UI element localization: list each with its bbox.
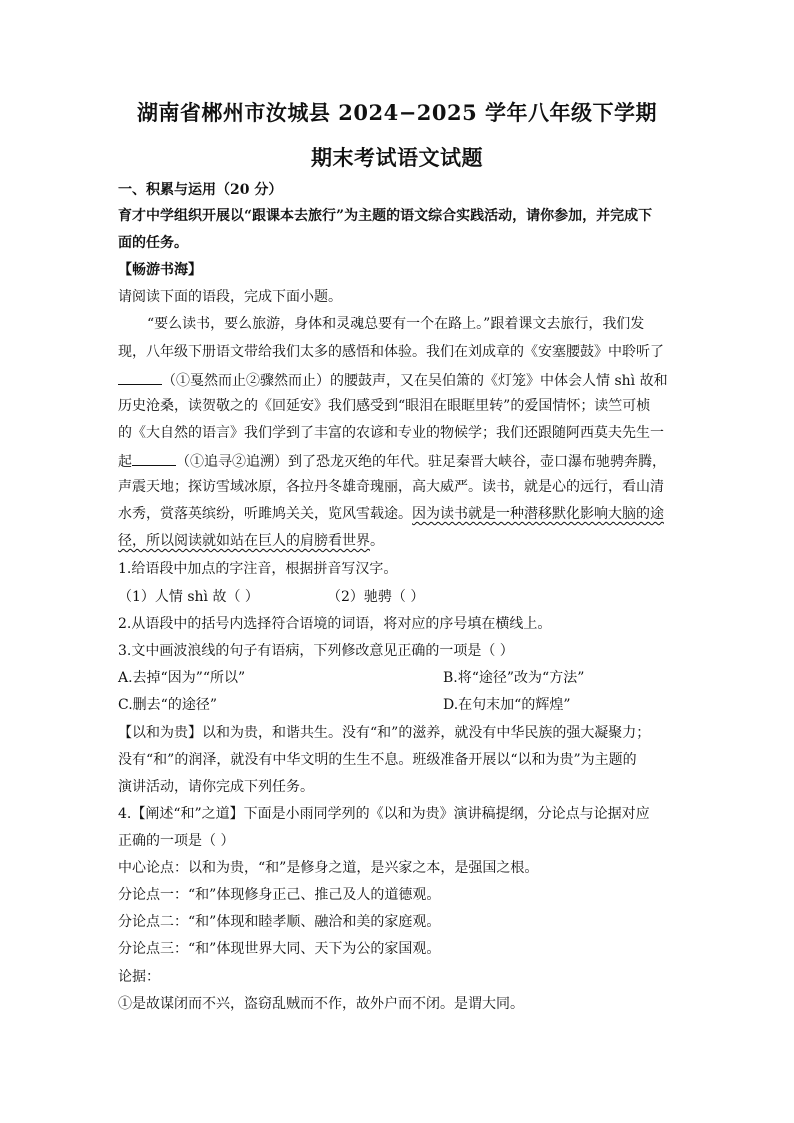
passage-line: （①戛然而止②骤然而止）的腰鼓声，又在吴伯箫的《灯笼》中体会人情 shì 故和: [118, 370, 668, 390]
passage-line: 水秀，赏落英缤纷，听雎鸠关关，览风雪载途。因为读书就是一种潜移默化影响大脑的途: [118, 506, 664, 522]
question-2: 2.从语段中的括号内选择符合语境的词语，将对应的序号填在横线上。: [118, 616, 552, 632]
passage-line: 历史沧桑，读贺敬之的《回延安》我们感受到“眼泪在眼眶里转”的爱国情怀；读竺可桢: [118, 398, 651, 414]
sub-argument-3: 分论点三：“和”体现世界大同、天下为公的家国观。: [118, 941, 441, 957]
option-a: A.去掉“因为”“所以”: [118, 670, 246, 686]
passage-line: “要么读书，要么旅游，身体和灵魂总要有一个在路上。”跟着课文去旅行，我们发: [147, 316, 645, 332]
fill-blank-2: [132, 451, 176, 466]
question-4-line-1: 4.【阐述“和”之道】下面是小雨同学列的《以和为贵》演讲稿提纲，分论点与论据对应: [118, 806, 650, 822]
sub-argument-2: 分论点二：“和”体现和睦孝顺、融洽和美的家庭观。: [118, 914, 441, 930]
evidence-label: 论据：: [118, 969, 160, 985]
harmony-intro-line: 没有“和”的润泽，就没有中华文明的生生不息。班级准备开展以“以和为贵”为主题的: [118, 752, 637, 768]
evidence-1: ①是故谋闭而不兴，盗窃乱贼而不作，故外户而不闭。是谓大同。: [118, 996, 524, 1012]
fill-blank-1: [118, 370, 162, 385]
option-b: B.将“途径”改为“方法”: [443, 670, 585, 686]
question-1-part-2: （2）驰骋（ ）: [327, 589, 425, 605]
intro-line-2: 面的任务。: [118, 235, 188, 251]
option-d: D.在句末加“的辉煌”: [443, 697, 571, 713]
central-thesis: 中心论点：以和为贵，“和”是修身之道，是兴家之本，是强国之根。: [118, 860, 539, 876]
passage-line: 径，所以阅读就如站在巨人的肩膀看世界。: [118, 533, 384, 549]
passage-line: 的《大自然的语言》我们学到了丰富的农谚和专业的物候学；我们还跟随阿西莫夫先生一: [118, 425, 664, 441]
question-4-line-2: 正确的一项是（ ）: [118, 833, 235, 849]
wavy-underlined-sentence: 径，所以阅读就如站在巨人的肩膀看世界: [118, 533, 370, 549]
document-subtitle: 期末考试语文试题: [311, 145, 483, 170]
option-c: C.删去“的途径”: [118, 697, 217, 713]
harmony-intro-line: 演讲活动，请你完成下列任务。: [118, 779, 314, 795]
passage-line: 现，八年级下册语文带给我们太多的感悟和体验。我们在刘成章的《安塞腰鼓》中聆听了: [118, 344, 664, 360]
instruction: 请阅读下面的语段，完成下面小题。: [118, 289, 342, 305]
passage-line: 起 （①追寻②追溯）到了恐龙灭绝的年代。驻足秦晋大峡谷，壶口瀑布驰骋奔腾，: [118, 451, 666, 471]
harmony-intro-line: 【以和为贵】以和为贵，和谐共生。没有“和”的滋养，就没有中华民族的强大凝聚力；: [118, 725, 651, 741]
question-3: 3.文中画波浪线的句子有语病，下列修改意见正确的一项是（ ）: [118, 643, 514, 659]
intro-line-1: 育才中学组织开展以“跟课本去旅行”为主题的语文综合实践活动，请你参加，并完成下: [118, 208, 653, 224]
document-title: 湖南省郴州市汝城县 2024−2025 学年八年级下学期: [136, 100, 658, 125]
section-heading: 一、积累与运用（20 分）: [118, 182, 283, 198]
question-1: 1.给语段中加点的字注音，根据拼音写汉字。: [118, 561, 398, 577]
question-1-part-1: （1）人情 shì 故（ ）: [118, 589, 259, 605]
sub-argument-1: 分论点一：“和”体现修身正己、推己及人的道德观。: [118, 887, 441, 903]
passage-line: 声震天地；探访雪域冰原，各拉丹冬雄奇瑰丽，高大威严。读书，就是心的远行，看山清: [118, 479, 664, 495]
wavy-underlined-sentence: 因为读书就是一种潜移默化影响大脑的途: [412, 506, 664, 522]
subsection-heading: 【畅游书海】: [118, 262, 202, 278]
